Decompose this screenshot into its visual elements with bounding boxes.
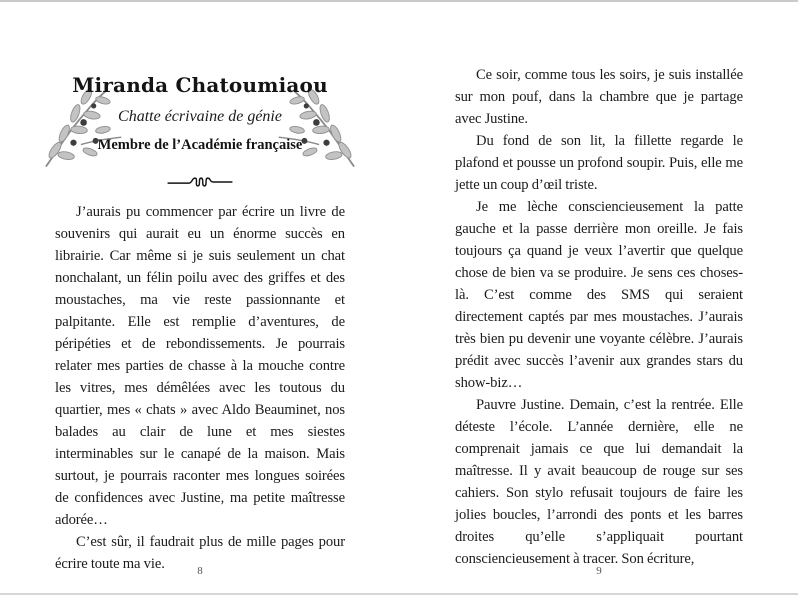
left-page-text	[55, 201, 345, 575]
knot-divider-icon	[167, 172, 233, 192]
paragraph: Du fond de son lit, la fillette regarde le plafond et pousse un profond soupir. Puis, elle me jette un coup d’œil triste.	[455, 133, 743, 193]
page-right	[455, 0, 743, 601]
page-number-right: 9	[596, 565, 602, 577]
paragraph: C’est sûr, il faudrait plus de mille pages pour écrire toute ma vie.	[55, 534, 345, 572]
paragraph: Ce soir, comme tous les soirs, je suis installée sur mon pouf, dans la chambre que je partage avec Justine.	[455, 67, 743, 127]
page-number-left: 8	[197, 565, 203, 577]
author-role: Chatte écrivaine de génie	[118, 108, 282, 125]
author-name: Miranda Chatoumiaou	[72, 73, 328, 97]
paragraph: J’aurais pu commencer par écrire un livre de souvenirs qui aurait eu un énorme succès en librairie. Car même si je suis seulement un chat nonchalant, un félin poilu avec des griffes et des moustaches, ma vie reste passionnante et palpitante. Elle est remplie d’aventures, de péripéties et de rebondissements. Je pourrais relater mes parties de chasse à la mouche contre les vitres, mes démêlées avec les toutous du quartier, mes « chats » avec Aldo Beauminet, nos balades au clair de lune et mes siestes interminables sur le canapé de la maison. Mais surtout, je pourrais raconter mes longues soirées de confidences avec Justine, ma petite maîtresse adorée…	[55, 204, 345, 528]
page-left	[55, 0, 345, 601]
paragraph: Pauvre Justine. Demain, c’est la rentrée. Elle déteste l’école. L’année dernière, elle ne comprenait jamais ce que lui demandait la maîtresse. Il y avait beaucoup de rouge sur ses cahiers. Son stylo refusait toujours de faire les jolies boucles, l’arrondi des ponts et les barres droites qu’elle s’appliquait pourtant consciencieusement à tracer. Son écriture,	[455, 397, 743, 567]
paragraph: Je me lèche consciencieusement la patte gauche et la passe derrière mon oreille. Je fais toujours ça quand je veux l’avertir que quelque chose de bien va se produire. Je sens ces choses-là. C’est comme des SMS qui seraient directement captés par mes moustaches. J’aurais très bien pu devenir une voyante célèbre. J’aurais prédit avec succès l’avenir aux grandes stars du show-biz…	[455, 199, 743, 391]
author-affiliation: Membre de l’Académie française	[97, 137, 303, 153]
right-page-text	[455, 64, 743, 570]
